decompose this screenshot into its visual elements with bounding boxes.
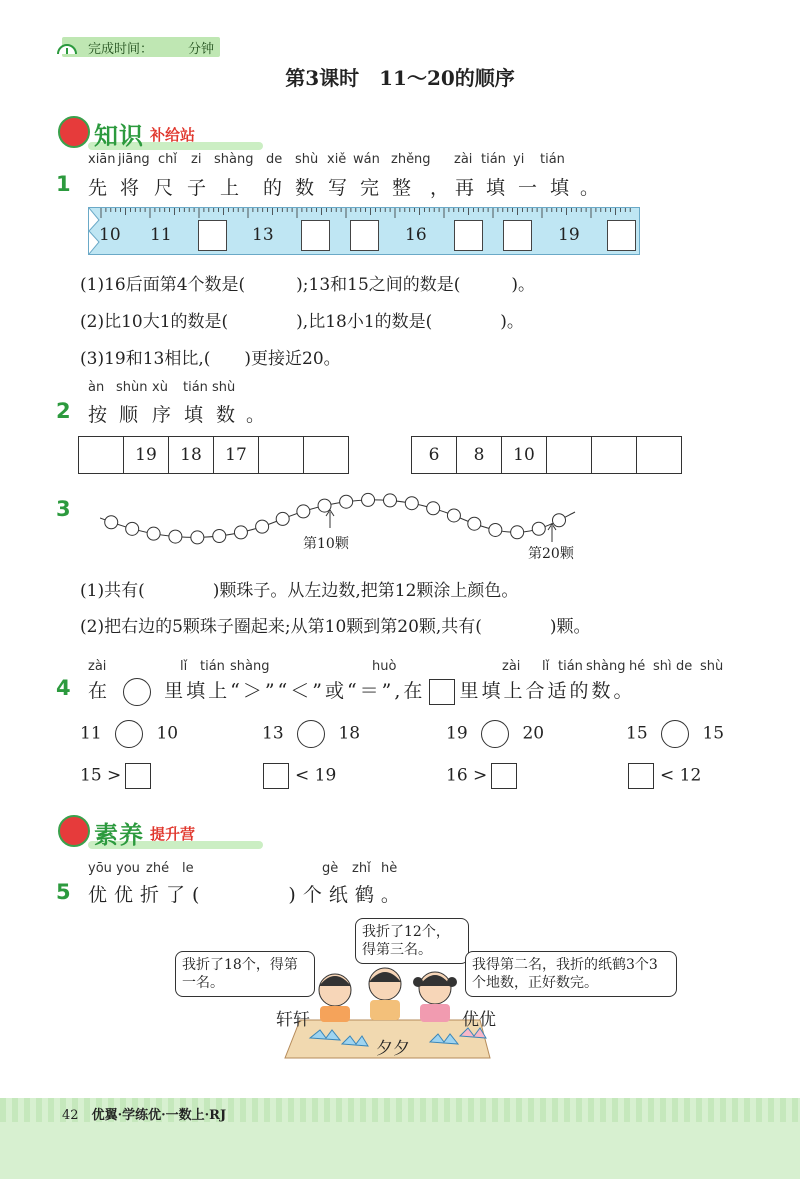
bead[interactable]	[297, 505, 310, 518]
section-literacy	[58, 815, 258, 847]
sequence-b	[412, 436, 682, 474]
footer-text: 42 优翼·学练优·一数上·RJ	[62, 1108, 227, 1123]
section-title: 素养	[94, 821, 144, 849]
name-left: 轩轩	[276, 1010, 310, 1030]
ruler-number: 11	[150, 225, 172, 245]
ruler-blank-box[interactable]	[350, 220, 379, 251]
compare-circle-example	[123, 678, 151, 706]
section-knowledge	[58, 116, 258, 148]
fill-item: < 19	[263, 763, 336, 789]
page-footer	[0, 1098, 800, 1179]
fill-item: 16 >	[446, 763, 517, 789]
fill-box[interactable]	[491, 763, 517, 789]
name-mid: 夕夕	[376, 1039, 410, 1059]
ruler-blank-box[interactable]	[607, 220, 636, 251]
ruler-blank-box[interactable]	[503, 220, 532, 251]
q1-line-1: (1)16后面第4个数是( );13和15之间的数是( )。	[80, 275, 536, 295]
bead[interactable]	[553, 514, 566, 527]
name-right: 优优	[462, 1010, 496, 1030]
fill-box[interactable]	[628, 763, 654, 789]
ruler-blank-box[interactable]	[198, 220, 227, 251]
page-title: 第3课时 11～20的顺序	[285, 66, 515, 90]
ruler-number: 13	[252, 225, 274, 245]
q2-number: 2	[56, 399, 71, 423]
q1-line-3: (3)19和13相比,( )更接近20。	[80, 349, 341, 369]
clock-icon	[56, 38, 78, 56]
speech-bubble-right: 我得第二名，我折的纸鹤3个3个地数，正好数完。	[465, 951, 677, 997]
q3-line-2: (2)把右边的5颗珠子圈起来;从第10颗到第20颗,共有( )颗。	[80, 617, 591, 637]
rocket-icon	[58, 815, 90, 847]
seq-cell[interactable]	[258, 436, 304, 474]
bead[interactable]	[276, 512, 289, 525]
q4-number: 4	[56, 676, 71, 700]
bead-label-20: 第20颗	[528, 546, 574, 562]
bead[interactable]	[318, 499, 331, 512]
bead[interactable]	[511, 526, 524, 539]
q1-number: 1	[56, 172, 71, 196]
bead[interactable]	[234, 526, 247, 539]
q5-stem: 优优折了( )个纸鹤。	[88, 884, 407, 906]
seq-cell[interactable]	[636, 436, 682, 474]
q1-line-2: (2)比10大1的数是( ),比18小1的数是( )。	[80, 312, 524, 332]
fill-item: < 12	[628, 763, 701, 789]
section-subtitle: 补给站	[150, 126, 196, 144]
sequence-a	[79, 436, 349, 474]
bead[interactable]	[362, 493, 375, 506]
compare-circle[interactable]	[481, 720, 509, 748]
bead-label-10: 第10颗	[303, 536, 349, 552]
time-label: 完成时间：	[88, 42, 154, 57]
speech-bubble-left: 我折了18个，得第一名。	[175, 951, 315, 997]
bead[interactable]	[447, 509, 460, 522]
section-title: 知识	[94, 122, 144, 150]
q4-stem: 在 里填上“＞”“＜”或“＝”,在 里填上合适的数。	[88, 676, 635, 706]
pencil-icon	[58, 116, 90, 148]
ruler-blank-box[interactable]	[301, 220, 330, 251]
q5-number: 5	[56, 880, 71, 904]
bead[interactable]	[256, 520, 269, 533]
bead[interactable]	[340, 495, 353, 508]
fill-box[interactable]	[125, 763, 151, 789]
seq-cell: 17	[213, 436, 259, 474]
time-bar	[62, 37, 220, 57]
ruler-number: 19	[558, 225, 580, 245]
compare-item: 19 20	[446, 720, 544, 748]
seq-cell: 6	[411, 436, 457, 474]
child-mid	[369, 968, 401, 1020]
bead[interactable]	[126, 522, 139, 535]
time-unit: 分钟	[188, 42, 215, 57]
seq-cell[interactable]	[303, 436, 349, 474]
seq-cell: 19	[123, 436, 169, 474]
bead[interactable]	[147, 527, 160, 540]
q3-line-1: (1)共有( )颗珠子。从左边数,把第12颗涂上颜色。	[80, 581, 519, 601]
compare-circle[interactable]	[661, 720, 689, 748]
ruler-number: 16	[405, 225, 427, 245]
compare-circle[interactable]	[297, 720, 325, 748]
bead[interactable]	[169, 530, 182, 543]
fill-item: 15 >	[80, 763, 151, 789]
speech-bubble-mid: 我折了12个，得第三名。	[355, 918, 469, 964]
compare-item: 11 10	[80, 720, 178, 748]
bead[interactable]	[532, 522, 545, 535]
seq-cell: 10	[501, 436, 547, 474]
ruler-number: 10	[99, 225, 121, 245]
section-subtitle: 提升营	[150, 825, 196, 843]
compare-circle[interactable]	[115, 720, 143, 748]
seq-cell: 18	[168, 436, 214, 474]
seq-cell[interactable]	[546, 436, 592, 474]
bead[interactable]	[489, 523, 502, 536]
seq-cell[interactable]	[591, 436, 637, 474]
seq-cell: 8	[456, 436, 502, 474]
bead[interactable]	[405, 497, 418, 510]
fill-box[interactable]	[263, 763, 289, 789]
bead[interactable]	[213, 530, 226, 543]
ruler	[88, 207, 640, 255]
bead[interactable]	[191, 531, 204, 544]
seq-cell[interactable]	[78, 436, 124, 474]
bead[interactable]	[384, 494, 397, 507]
child-left	[319, 974, 351, 1022]
compare-item: 13 18	[262, 720, 360, 748]
bead[interactable]	[427, 502, 440, 515]
child-right	[413, 972, 457, 1022]
ruler-blank-box[interactable]	[454, 220, 483, 251]
blank-box-example	[429, 679, 455, 705]
compare-item: 15 15	[626, 720, 724, 748]
bead[interactable]	[105, 516, 118, 529]
bead[interactable]	[468, 517, 481, 530]
q3-number: 3	[56, 497, 71, 521]
